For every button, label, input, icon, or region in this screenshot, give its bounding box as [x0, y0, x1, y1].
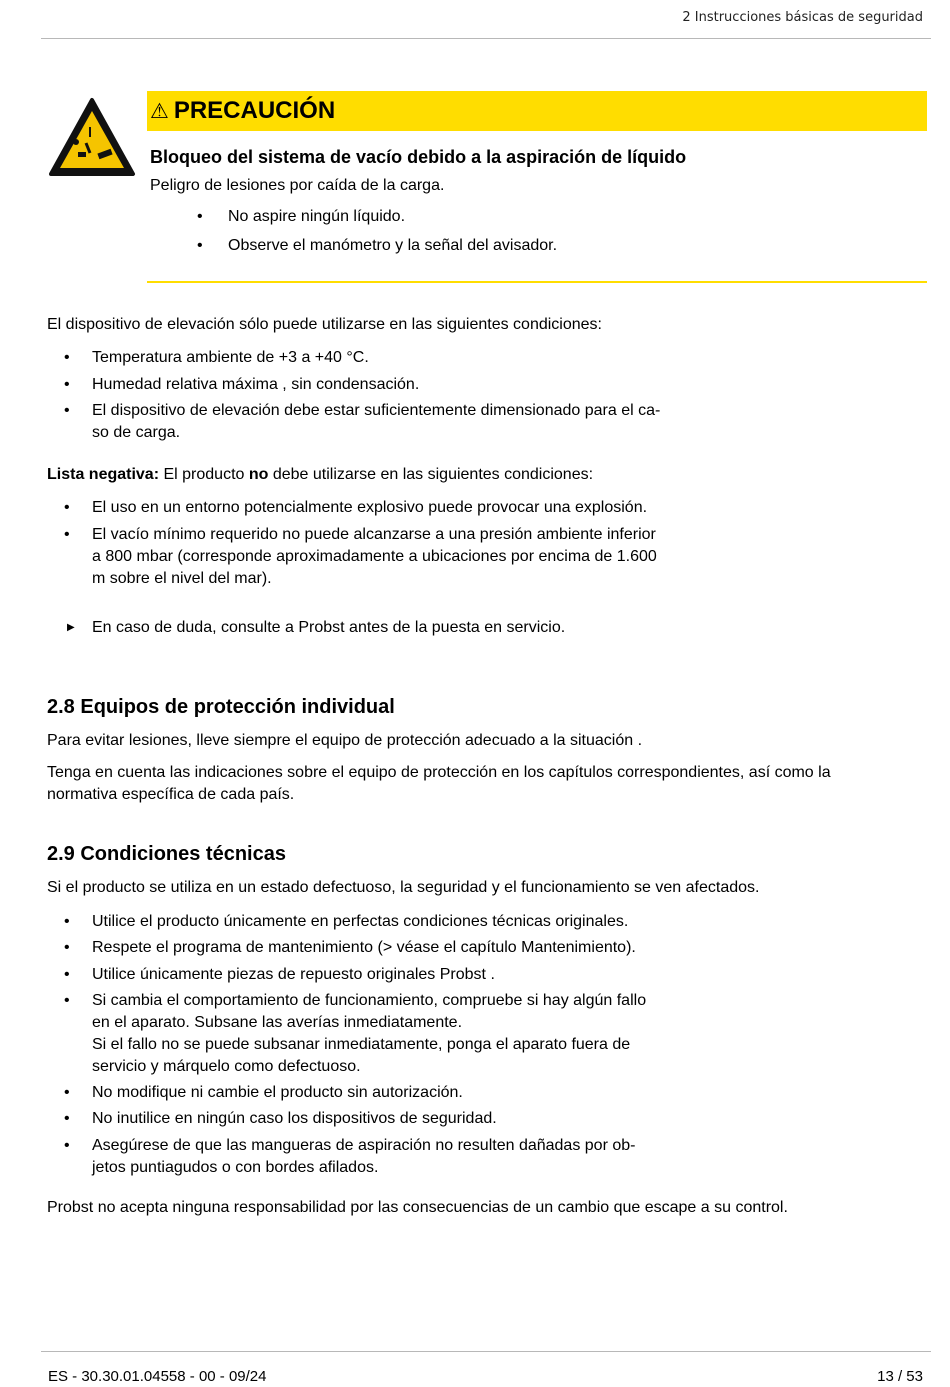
technical-conditions-list	[47, 911, 646, 1179]
warning-list	[150, 205, 557, 263]
warning-level: PRECAUCIÓN	[173, 97, 336, 124]
warning-title: Bloqueo del sistema de vacío debido a la aspiración de líquido	[150, 147, 687, 167]
action-arrow-icon: ▶	[67, 622, 75, 633]
header-divider	[41, 38, 931, 39]
warning-text: Peligro de lesiones por caída de la carga.	[150, 177, 445, 194]
negative-list	[47, 497, 657, 590]
list-item: • El dispositivo de elevación debe estar suficientemente dimensionado para el ca- so de carga.	[64, 402, 661, 441]
warning-bottom-line	[147, 281, 927, 283]
list-item: • Utilice el producto únicamente en perfectas condiciones técnicas originales.	[64, 913, 629, 930]
page-header-title: 2 Instrucciones básicas de seguridad	[682, 10, 923, 25]
action-text: En caso de duda, consulte a Probst antes de la puesta en servicio.	[92, 619, 566, 636]
paragraph: normativa específica de cada país.	[47, 786, 295, 803]
list-item: • No aspire ningún líquido.	[197, 208, 406, 225]
section-heading-2-9: 2.9 Condiciones técnicas	[47, 843, 286, 865]
list-item: • Observe el manómetro y la señal del avisador.	[197, 237, 558, 254]
paragraph: Tenga en cuenta las indicaciones sobre el equipo de protección en los capítulos correspondientes, así como la	[47, 764, 831, 781]
list-item: • Si cambia el comportamiento de funcionamiento, compruebe si hay algún fallo en el aparato. Subsane las averías inmediatamente. Si el fallo no se puede subsanar inmediatamente, ponga el aparato fuera de servicio y márquelo como defectuoso.	[64, 992, 647, 1075]
footer-divider	[41, 1351, 931, 1352]
section-heading-2-8: 2.8 Equipos de protección individual	[47, 696, 395, 718]
list-item: • No inutilice en ningún caso los dispositivos de seguridad.	[64, 1110, 497, 1127]
list-item: • El vacío mínimo requerido no puede alcanzarse a una presión ambiente inferior a 800 mbar (corresponde aproximadamente a ubicaciones por encima de 1.600 m sobre el nivel del mar).	[64, 526, 657, 587]
list-item: • No modifique ni cambie el producto sin autorización.	[64, 1084, 463, 1101]
closing-paragraph: Probst no acepta ninguna responsabilidad por las consecuencias de un cambio que escape a su control.	[47, 1199, 788, 1216]
list-item: • Utilice únicamente piezas de repuesto originales Probst .	[64, 966, 495, 983]
list-item: • El uso en un entorno potencialmente explosivo puede provocar una explosión.	[64, 499, 648, 516]
list-item: • Humedad relativa máxima , sin condensación.	[64, 376, 420, 393]
footer-document-code: ES - 30.30.01.04558 - 00 - 09/24	[48, 1368, 267, 1385]
conditions-intro: El dispositivo de elevación sólo puede utilizarse en las siguientes condiciones:	[47, 316, 602, 333]
paragraph: Para evitar lesiones, lleve siempre el equipo de protección adecuado a la situación .	[47, 732, 643, 749]
negative-list-intro: Lista negativa: El producto no debe utilizarse en las siguientes condiciones:	[47, 466, 594, 483]
list-item: • Temperatura ambiente de +3 a +40 °C.	[64, 349, 369, 366]
warning-banner	[147, 91, 927, 131]
crushing-hazard-icon	[48, 97, 136, 177]
footer-page-number: 13 / 53	[877, 1368, 923, 1385]
paragraph: Si el producto se utiliza en un estado defectuoso, la seguridad y el funcionamiento se ven afectados.	[47, 879, 760, 896]
warning-triangle-icon: ⚠	[150, 99, 169, 123]
list-item: • Respete el programa de mantenimiento (> véase el capítulo Mantenimiento).	[64, 939, 636, 956]
conditions-list	[47, 347, 660, 444]
list-item: • Asegúrese de que las mangueras de aspiración no resulten dañadas por ob- jetos puntiagudos o con bordes afilados.	[64, 1137, 636, 1176]
